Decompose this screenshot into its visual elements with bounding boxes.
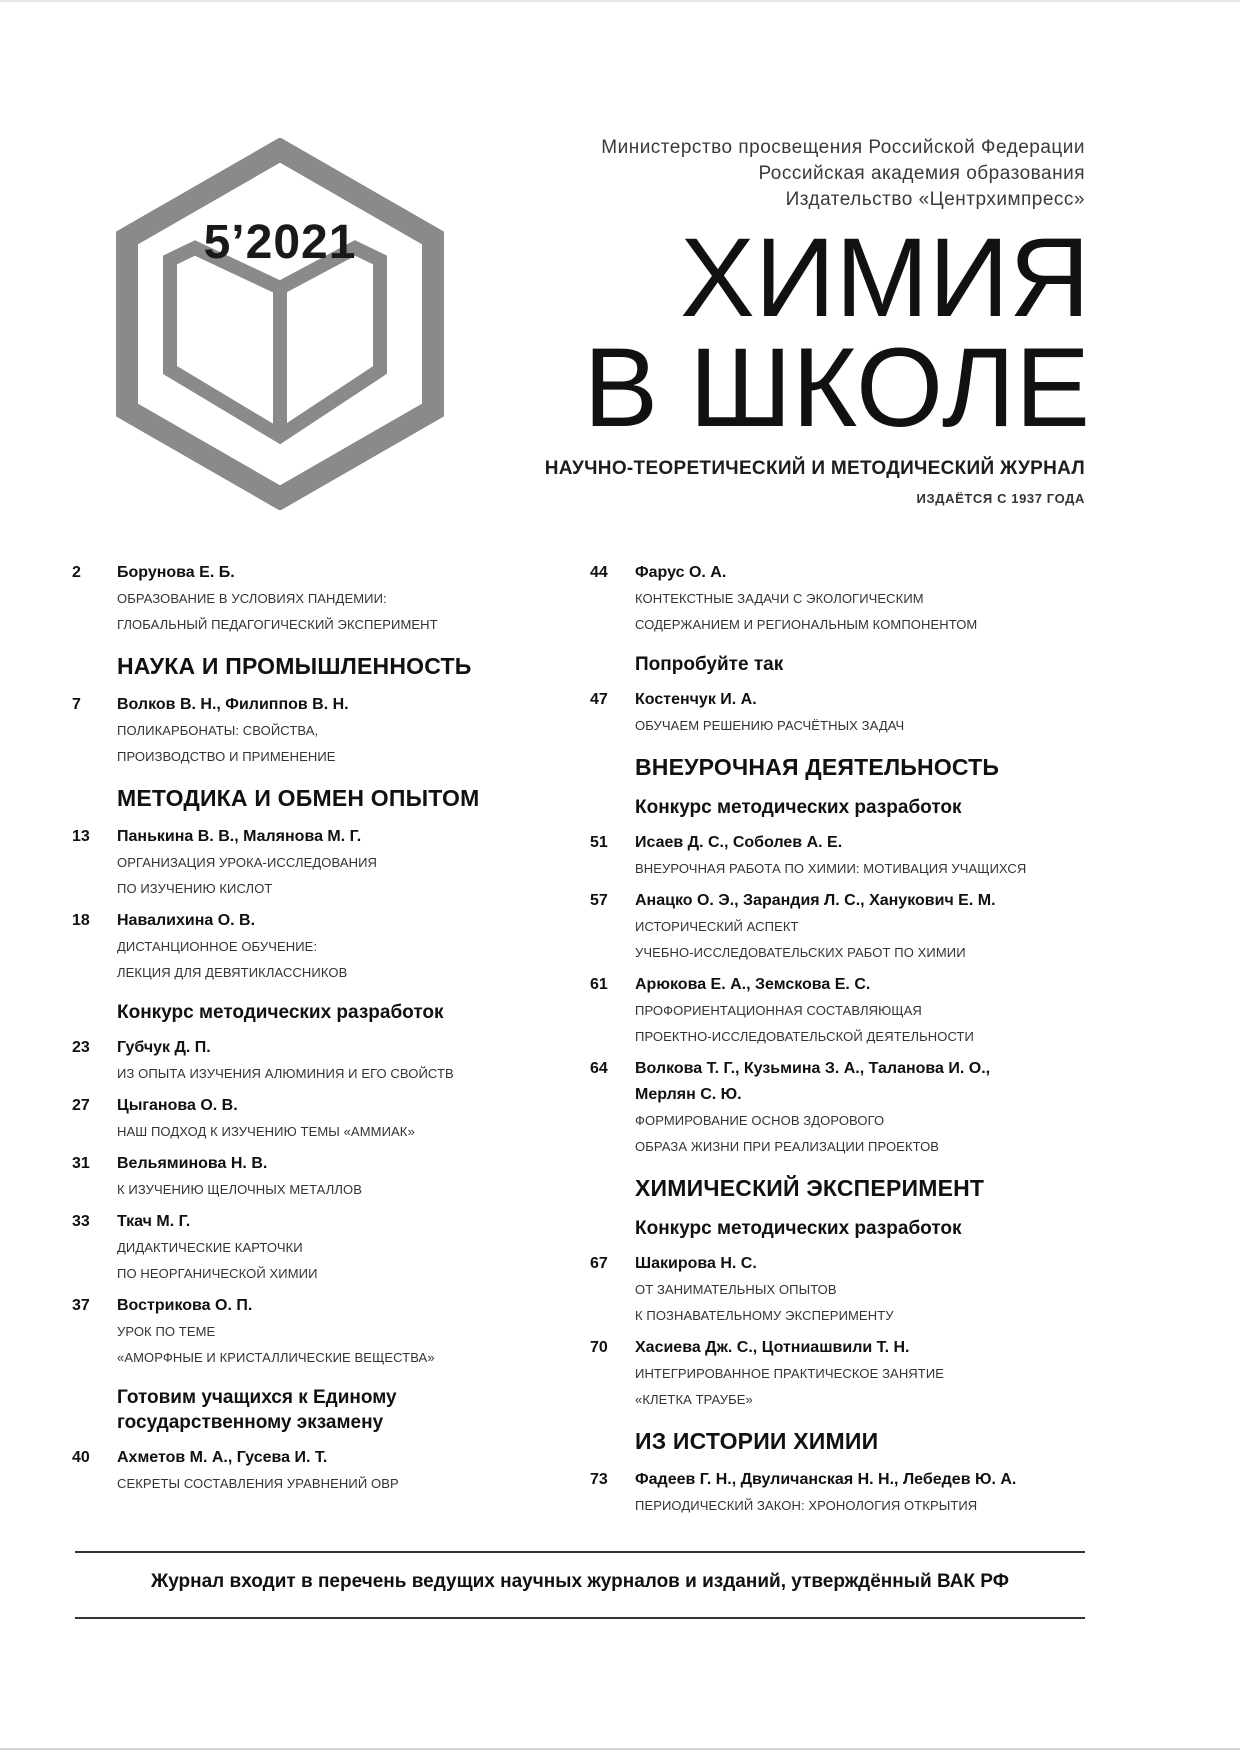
entry-authors: Ахметов М. А., Гусева И. Т. bbox=[117, 1449, 328, 1466]
issue-number: 5’2021 bbox=[203, 216, 357, 269]
entry-title-line: К ИЗУЧЕНИЮ ЩЕЛОЧНЫХ МЕТАЛЛОВ bbox=[117, 1182, 362, 1197]
toc-entry[interactable] bbox=[72, 1293, 552, 1371]
page-number: 37 bbox=[72, 1297, 90, 1314]
entry-authors: Мерлян С. Ю. bbox=[635, 1086, 742, 1103]
entry-title-line: ОРГАНИЗАЦИЯ УРОКА-ИССЛЕДОВАНИЯ bbox=[117, 855, 378, 870]
entry-title-line: ДИДАКТИЧЕСКИЕ КАРТОЧКИ bbox=[117, 1240, 303, 1255]
entry-title-line: «АМОРФНЫЕ И КРИСТАЛЛИЧЕСКИЕ ВЕЩЕСТВА» bbox=[117, 1350, 435, 1365]
entry-authors: Шакирова Н. С. bbox=[635, 1255, 757, 1272]
journal-title-line1: ХИМИЯ bbox=[680, 215, 1090, 340]
entry-title-line: ПОЛИКАРБОНАТЫ: СВОЙСТВА, bbox=[117, 723, 319, 738]
entry-title-line: УЧЕБНО-ИССЛЕДОВАТЕЛЬСКИХ РАБОТ ПО ХИМИИ bbox=[635, 945, 966, 960]
entry-title-line: «КЛЕТКА ТРАУБЕ» bbox=[635, 1392, 753, 1407]
entry-title-line: ОБУЧАЕМ РЕШЕНИЮ РАСЧЁТНЫХ ЗАДАЧ bbox=[635, 718, 905, 733]
entry-authors: Анацко О. Э., Зарандия Л. С., Ханукович Е. М. bbox=[635, 892, 996, 909]
entry-authors: Хасиева Дж. С., Цотниашвили Т. Н. bbox=[635, 1339, 910, 1356]
section-heading: ВНЕУРОЧНАЯ ДЕЯТЕЛЬНОСТЬ bbox=[635, 754, 1000, 780]
toc-entry[interactable] bbox=[590, 888, 1110, 966]
entry-authors: Вострикова О. П. bbox=[117, 1297, 253, 1314]
entry-title-line: СОДЕРЖАНИЕМ И РЕГИОНАЛЬНЫМ КОМПОНЕНТОМ bbox=[635, 617, 978, 632]
page-number: 67 bbox=[590, 1255, 608, 1272]
publisher-block bbox=[460, 135, 1085, 213]
entry-title-line: ГЛОБАЛЬНЫЙ ПЕДАГОГИЧЕСКИЙ ЭКСПЕРИМЕНТ bbox=[117, 617, 438, 632]
page-number: 70 bbox=[590, 1339, 608, 1356]
toc-entry[interactable] bbox=[590, 1335, 1110, 1413]
page-number: 64 bbox=[590, 1060, 608, 1077]
cube-logo bbox=[115, 138, 445, 510]
subsection-heading: Конкурс методических разработок bbox=[635, 797, 962, 818]
page-number: 40 bbox=[72, 1449, 90, 1466]
entry-title-line: ПО ИЗУЧЕНИЮ КИСЛОТ bbox=[117, 881, 273, 896]
toc-entry[interactable] bbox=[590, 830, 1110, 882]
toc-entry[interactable] bbox=[590, 1467, 1110, 1519]
toc-entry[interactable] bbox=[72, 1093, 552, 1145]
section-heading: ХИМИЧЕСКИЙ ЭКСПЕРИМЕНТ bbox=[635, 1175, 985, 1201]
section-heading: МЕТОДИКА И ОБМЕН ОПЫТОМ bbox=[117, 785, 480, 811]
toc-entry[interactable] bbox=[590, 972, 1110, 1050]
entry-title-line: ИНТЕГРИРОВАННОЕ ПРАКТИЧЕСКОЕ ЗАНЯТИЕ bbox=[635, 1366, 945, 1381]
entry-authors: Волкова Т. Г., Кузьмина З. А., Таланова И. О., bbox=[635, 1060, 991, 1077]
entry-authors: Навалихина О. В. bbox=[117, 912, 256, 929]
page-number: 7 bbox=[72, 696, 81, 713]
entry-title-line: ОБРАЗА ЖИЗНИ ПРИ РЕАЛИЗАЦИИ ПРОЕКТОВ bbox=[635, 1139, 940, 1154]
page-number: 31 bbox=[72, 1155, 90, 1172]
entry-title-line: ДИСТАНЦИОННОЕ ОБУЧЕНИЕ: bbox=[117, 939, 318, 954]
entry-title-line: ИСТОРИЧЕСКИЙ АСПЕКТ bbox=[635, 919, 799, 934]
subsection-heading-line: государственному экзамену bbox=[117, 1412, 384, 1433]
vak-notice: Журнал входит в перечень ведущих научных журналов и изданий, утверждённый ВАК РФ bbox=[151, 1571, 1009, 1592]
toc-entry[interactable] bbox=[72, 908, 552, 986]
page-number: 23 bbox=[72, 1039, 90, 1056]
toc-entry[interactable] bbox=[72, 692, 552, 770]
toc-entry[interactable] bbox=[72, 1151, 552, 1203]
page-number: 73 bbox=[590, 1471, 608, 1488]
toc-entry[interactable] bbox=[72, 824, 552, 902]
entry-title-line: НАШ ПОДХОД К ИЗУЧЕНИЮ ТЕМЫ «АММИАК» bbox=[117, 1124, 415, 1139]
entry-authors: Панькина В. В., Малянова М. Г. bbox=[117, 828, 362, 845]
page-number: 27 bbox=[72, 1097, 90, 1114]
page-number: 61 bbox=[590, 976, 608, 993]
toc-entry[interactable] bbox=[72, 1035, 552, 1087]
subsection-heading: Конкурс методических разработок bbox=[635, 1218, 962, 1239]
entry-authors: Ткач М. Г. bbox=[117, 1213, 191, 1230]
entry-authors: Губчук Д. П. bbox=[117, 1039, 211, 1056]
entry-authors: Фадеев Г. Н., Двуличанская Н. Н., Лебедев Ю. А. bbox=[635, 1471, 1017, 1488]
footer-rule-bottom bbox=[75, 1617, 1085, 1619]
page-number: 33 bbox=[72, 1213, 90, 1230]
toc-entry[interactable] bbox=[72, 560, 552, 638]
toc-entry[interactable] bbox=[590, 1056, 1110, 1160]
entry-title-line: ПЕРИОДИЧЕСКИЙ ЗАКОН: ХРОНОЛОГИЯ ОТКРЫТИЯ bbox=[635, 1498, 978, 1513]
entry-authors: Вельяминова Н. В. bbox=[117, 1155, 268, 1172]
section-heading: НАУКА И ПРОМЫШЛЕННОСТЬ bbox=[117, 653, 472, 679]
page-number: 57 bbox=[590, 892, 608, 909]
bottom-edge-line bbox=[0, 1748, 1240, 1750]
entry-title-line: ПРОИЗВОДСТВО И ПРИМЕНЕНИЕ bbox=[117, 749, 336, 764]
entry-title-line: ПРОЕКТНО-ИССЛЕДОВАТЕЛЬСКОЙ ДЕЯТЕЛЬНОСТИ bbox=[635, 1029, 975, 1044]
entry-authors: Исаев Д. С., Соболев А. Е. bbox=[635, 834, 843, 851]
entry-title-line: ПО НЕОРГАНИЧЕСКОЙ ХИМИИ bbox=[117, 1266, 318, 1281]
entry-title-line: СЕКРЕТЫ СОСТАВЛЕНИЯ УРАВНЕНИЙ ОВР bbox=[117, 1476, 399, 1491]
entry-title-line: ОБРАЗОВАНИЕ В УСЛОВИЯХ ПАНДЕМИИ: bbox=[117, 591, 387, 606]
entry-title-line: ВНЕУРОЧНАЯ РАБОТА ПО ХИМИИ: МОТИВАЦИЯ УЧАЩИХСЯ bbox=[635, 861, 1027, 876]
page-number: 47 bbox=[590, 691, 608, 708]
entry-authors: Арюкова Е. А., Земскова Е. С. bbox=[635, 976, 871, 993]
subsection-heading: Конкурс методических разработок bbox=[117, 1002, 444, 1023]
entry-title-line: ИЗ ОПЫТА ИЗУЧЕНИЯ АЛЮМИНИЯ И ЕГО СВОЙСТВ bbox=[117, 1066, 454, 1081]
toc-right-column bbox=[590, 560, 1110, 1525]
top-edge-line bbox=[0, 0, 1240, 2]
toc-entry[interactable] bbox=[590, 560, 1110, 638]
entry-title-line: К ПОЗНАВАТЕЛЬНОМУ ЭКСПЕРИМЕНТУ bbox=[635, 1308, 894, 1323]
subsection-heading: Попробуйте так bbox=[635, 654, 784, 675]
publisher-line: Издательство «Центрхимпресс» bbox=[785, 189, 1085, 210]
publisher-line: Российская академия образования bbox=[758, 163, 1085, 184]
journal-title-line2: В ШКОЛЕ bbox=[583, 325, 1090, 450]
footer-rule-top bbox=[75, 1551, 1085, 1553]
entry-title-line: ФОРМИРОВАНИЕ ОСНОВ ЗДОРОВОГО bbox=[635, 1113, 885, 1128]
page-number: 44 bbox=[590, 564, 608, 581]
toc-left-column bbox=[72, 560, 552, 1503]
toc-entry[interactable] bbox=[72, 1209, 552, 1287]
entry-title-line: ПРОФОРИЕНТАЦИОННАЯ СОСТАВЛЯЮЩАЯ bbox=[635, 1003, 922, 1018]
subsection-heading-line: Готовим учащихся к Единому bbox=[117, 1387, 397, 1408]
journal-subtitle: НАУЧНО-ТЕОРЕТИЧЕСКИЙ И МЕТОДИЧЕСКИЙ ЖУРНАЛ bbox=[544, 458, 1085, 479]
section-heading: ИЗ ИСТОРИИ ХИМИИ bbox=[635, 1428, 879, 1454]
page-number: 13 bbox=[72, 828, 90, 845]
entry-authors: Цыганова О. В. bbox=[117, 1097, 238, 1114]
entry-authors: Волков В. Н., Филиппов В. Н. bbox=[117, 696, 349, 713]
entry-authors: Борунова Е. Б. bbox=[117, 564, 235, 581]
publisher-line: Министерство просвещения Российской Федерации bbox=[601, 137, 1085, 158]
journal-title bbox=[560, 215, 1090, 450]
toc-entry[interactable] bbox=[590, 687, 1110, 739]
page-number: 2 bbox=[72, 564, 81, 581]
entry-authors: Фарус О. А. bbox=[635, 564, 727, 581]
toc-entry[interactable] bbox=[72, 1445, 552, 1497]
entry-title-line: КОНТЕКСТНЫЕ ЗАДАЧИ С ЭКОЛОГИЧЕСКИМ bbox=[635, 591, 924, 606]
entry-title-line: УРОК ПО ТЕМЕ bbox=[117, 1324, 216, 1339]
entry-authors: Костенчук И. А. bbox=[635, 691, 757, 708]
entry-title-line: ОТ ЗАНИМАТЕЛЬНЫХ ОПЫТОВ bbox=[635, 1282, 837, 1297]
subsection-heading bbox=[117, 1385, 552, 1435]
published-since: ИЗДАЁТСЯ С 1937 ГОДА bbox=[916, 491, 1085, 506]
page-number: 18 bbox=[72, 912, 90, 929]
toc-entry[interactable] bbox=[590, 1251, 1110, 1329]
entry-title-line: ЛЕКЦИЯ ДЛЯ ДЕВЯТИКЛАССНИКОВ bbox=[117, 965, 348, 980]
page-number: 51 bbox=[590, 834, 608, 851]
